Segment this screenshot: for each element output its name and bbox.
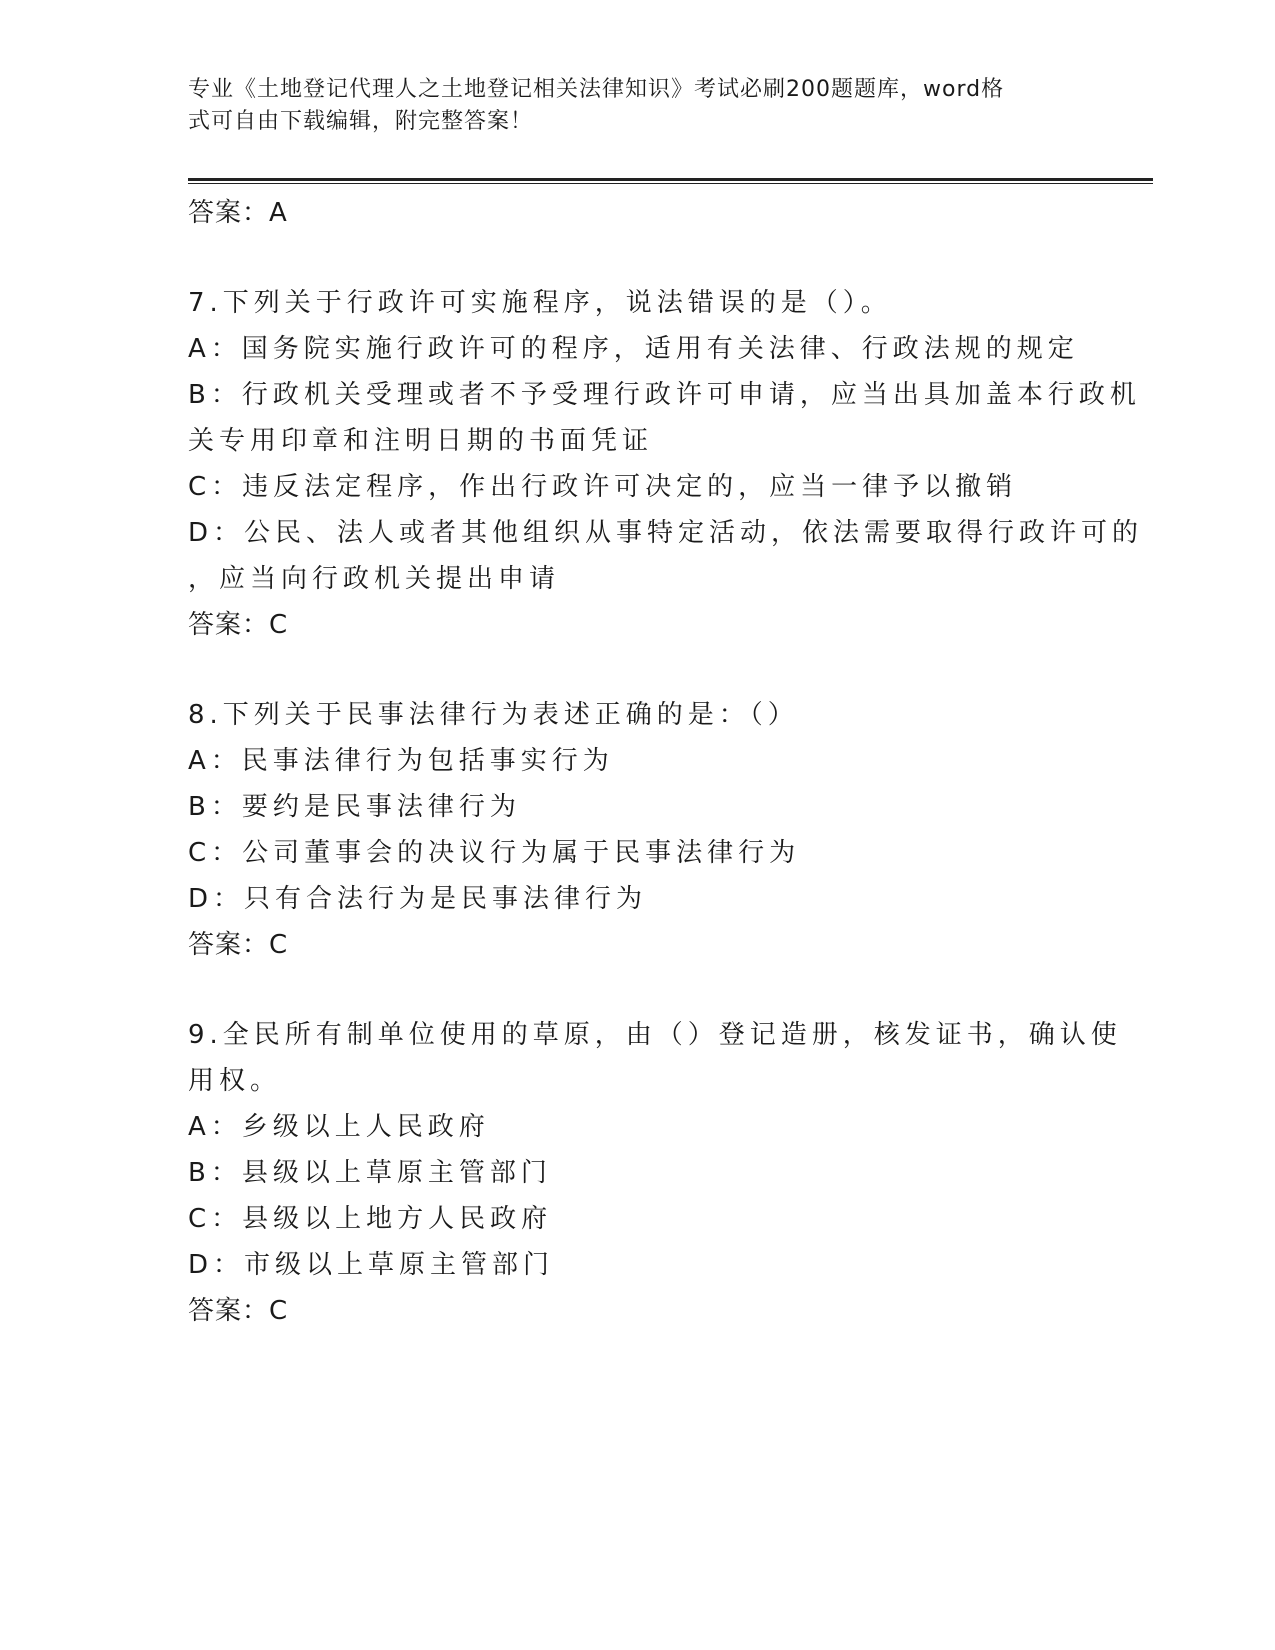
question-stem: 7.下列关于行政许可实施程序，说法错误的是（）。 (188, 288, 892, 318)
header-line: 式可自由下载编辑，附完整答案！ (188, 109, 534, 134)
question-stem: 9.全民所有制单位使用的草原，由（）登记造册，核发证书，确认使 (188, 1020, 1122, 1050)
answer-option: A：乡级以上人民政府 (188, 1112, 490, 1142)
question-spacer (188, 236, 1088, 280)
answer-option: B：行政机关受理或者不予受理行政许可申请，应当出具加盖本行政机 (188, 380, 1141, 410)
answer-option: D：公民、法人或者其他组织从事特定活动，依法需要取得行政许可的 (188, 518, 1144, 548)
question-block (188, 1012, 1122, 1334)
answer-option: B：县级以上草原主管部门 (188, 1158, 552, 1188)
answer-option: B：要约是民事法律行为 (188, 792, 521, 822)
answer-line: 答案：C (188, 930, 289, 960)
question-spacer (188, 648, 1088, 692)
question-stem: 用权。 (188, 1066, 282, 1096)
question-stem: 8.下列关于民事法律行为表述正确的是：（） (188, 700, 799, 730)
question-spacer (188, 968, 1088, 1012)
answer-line: 答案：A (188, 198, 288, 228)
answer-option: C：公司董事会的决议行为属于民事法律行为 (188, 838, 801, 868)
answer-option: A：民事法律行为包括事实行为 (188, 746, 614, 776)
answer-option: ，应当向行政机关提出申请 (188, 564, 561, 594)
answer-option: D：市级以上草原主管部门 (188, 1250, 555, 1280)
question-block (188, 692, 1088, 968)
answer-option: C：县级以上地方人民政府 (188, 1204, 553, 1234)
header-divider-thick (188, 178, 1153, 181)
answer-option: A：国务院实施行政许可的程序，适用有关法律、行政法规的规定 (188, 334, 1079, 364)
header-divider-thin (188, 183, 1153, 184)
header-line: 专业《土地登记代理人之土地登记相关法律知识》考试必刷200题题库，word格 (188, 77, 1005, 102)
question-block (188, 280, 1144, 648)
answer-option: 关专用印章和注明日期的书面凭证 (188, 426, 654, 456)
answer-line: 答案：C (188, 1296, 289, 1326)
answer-option: D：只有合法行为是民事法律行为 (188, 884, 648, 914)
answer-option: C：违反法定程序，作出行政许可决定的，应当一律予以撤销 (188, 472, 1018, 502)
question-list (188, 190, 1144, 1334)
document-header (188, 74, 1068, 138)
answer-line: 答案：C (188, 610, 289, 640)
